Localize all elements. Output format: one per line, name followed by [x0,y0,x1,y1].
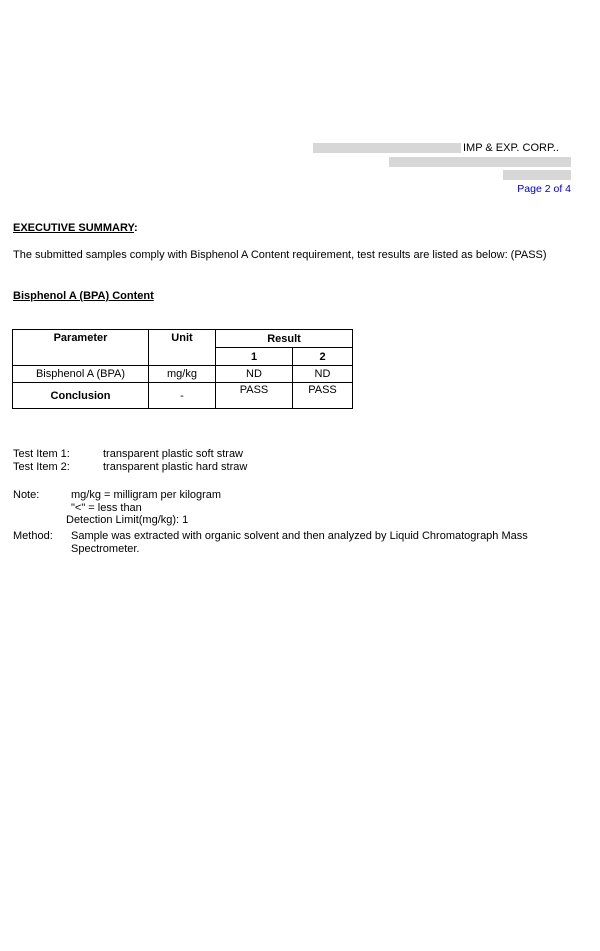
note-label: Note: [13,489,40,501]
note-line-less-than: "<" = less than [71,501,142,514]
results-table [12,329,353,409]
row-result-2: ND [293,366,353,383]
test-item-1-label: Test Item 1: [13,448,70,460]
test-item-2 [13,461,247,473]
row-parameter: Bisphenol A (BPA) [13,366,149,383]
conclusion-unit: - [149,383,216,409]
method-label: Method: [13,530,53,542]
executive-summary-title [13,222,138,234]
redacted-company-prefix [313,143,461,153]
header-col-2: 2 [293,348,353,366]
header-result: Result [216,330,353,348]
redacted-address-line-2 [503,170,571,180]
conclusion-row [13,383,353,409]
conclusion-label: Conclusion [13,383,149,409]
test-item-2-value: transparent plastic hard straw [103,461,248,473]
conclusion-result-2: PASS [293,383,353,409]
test-item-2-label: Test Item 2: [13,461,70,473]
header-col-1: 1 [216,348,293,366]
redacted-address-line [389,157,571,167]
header-parameter: Parameter [13,330,149,366]
page-number: Page 2 of 4 [517,183,571,195]
test-item-1 [13,448,243,460]
header-unit: Unit [149,330,216,366]
company-name: IMP & EXP. CORP.. [463,142,559,154]
method-text: Sample was extracted with organic solvent and then analyzed by Liquid Chromatograph Mass Spectrometer. [71,530,528,555]
note-line-detection-limit: Detection Limit(mg/kg): 1 [66,514,189,526]
row-unit: mg/kg [149,366,216,383]
note-line-units: mg/kg = milligram per kilogram [71,489,222,501]
conclusion-result-1: PASS [216,383,293,409]
table-row [13,366,353,383]
summary-text: The submitted samples comply with Bisphenol A Content requirement, test results are listed as below: (PASS) [13,249,547,261]
test-item-1-value: transparent plastic soft straw [103,448,244,460]
executive-summary-colon: : [134,222,138,234]
row-result-1: ND [216,366,293,383]
section-heading: Bisphenol A (BPA) Content [13,290,154,302]
executive-summary-title-text: EXECUTIVE SUMMARY [13,222,135,234]
